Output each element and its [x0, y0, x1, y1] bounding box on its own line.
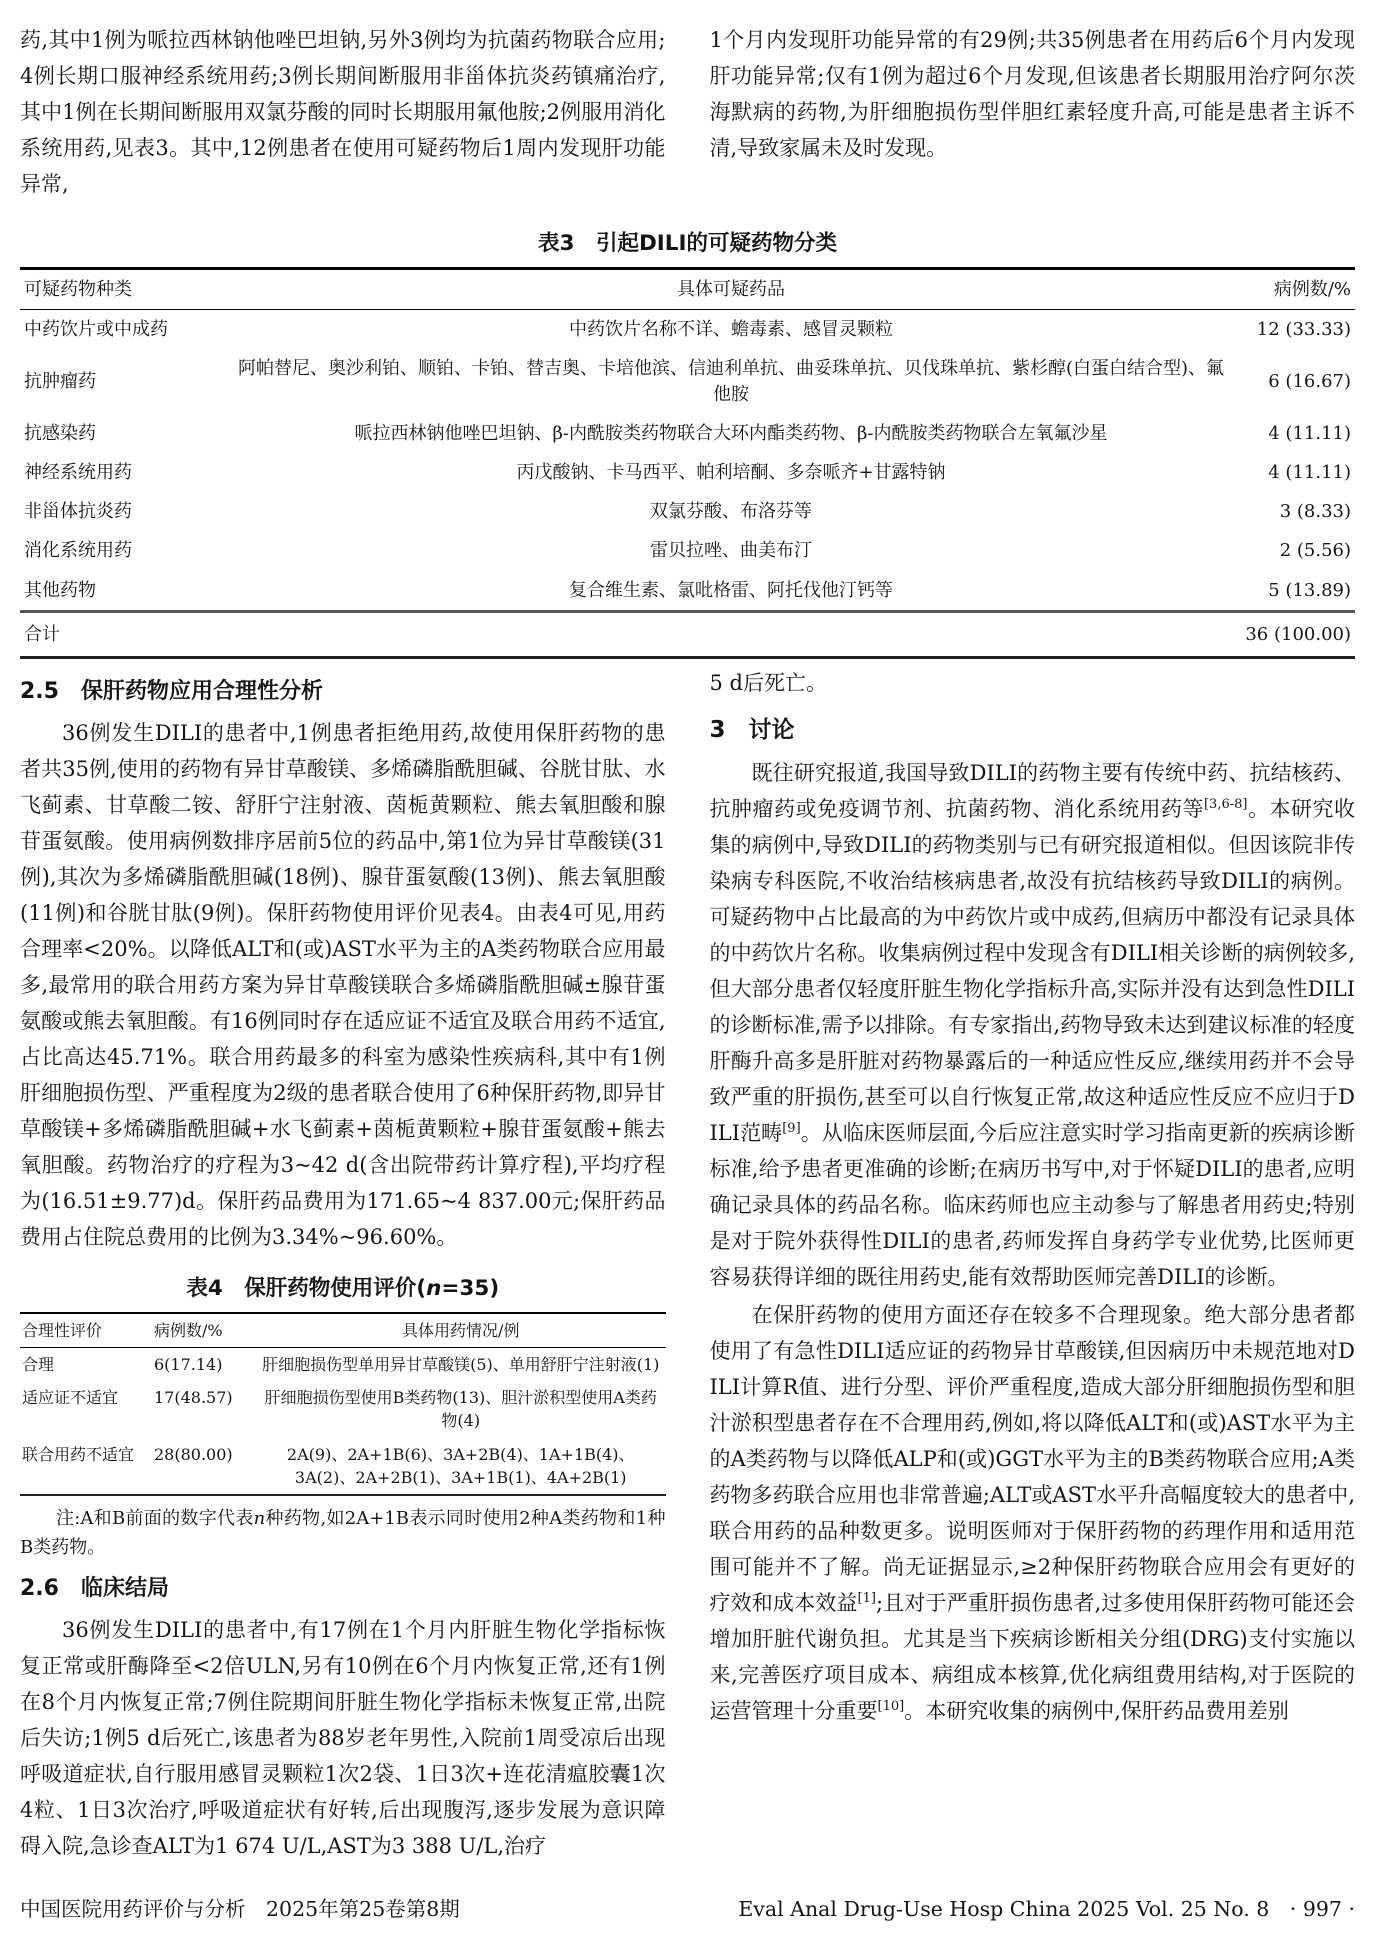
table-cell: 6(17.14) [154, 1355, 223, 1375]
discussion-paragraph-1: 既往研究报道,我国导致DILI的药物主要有传统中药、抗结核药、抗肿瘤药或免疫调节剂、抗菌药物、消化系统用药等[3,6-8]。本研究收集的病例中,导致DILI的药物类别与已有研究报道相似。但因该院非传染病专科医院,不收治结核病患者,故没有抗结核药导致DILI的病例。可疑药物中占比最高的为中药饮片或中成药,但病历中都没有记录具体的中药饮片名称。收集病例过程中发现含有DILI相关诊断的病例较多,但大部分患者仅轻度肝脏生物化学指标升高,实际并没有达到急性DILI的诊断标准,需予以排除。有专家指出,药物导致未达到建议标准的轻度肝酶升高多是肝脏对药物暴露后的一种适应性反应,继续用药并不会导致严重的肝损伤,甚至可以自行恢复正常,故这种适应性反应不应归于DILI范畴[9]。从临床医师层面,今后应注意实时学习指南更新的疾病诊断标准,给予患者更准确的诊断;在病历书写中,对于怀疑DILI的患者,应明确记录具体的药品名称。临床药师也应主动参与了解患者用药史;特别是对于院外获得性DILI的患者,药师发挥自身药学专业优势,比医师更容易获得详细的既往用药史,能有效帮助医师完善DILI的诊断。 [709, 760, 1356, 1289]
journal-name-cn: 中国医院用药评价与分析 2025年第25卷第8期 [20, 1897, 460, 1921]
left-column-top [20, 22, 666, 204]
table-row [20, 492, 1355, 531]
table-row [20, 349, 1355, 413]
table-cell: 合理 [22, 1355, 55, 1375]
table-cell: 肝细胞损伤型单用异甘草酸镁(5)、单用舒肝宁注射液(1) [262, 1355, 660, 1375]
left-column [20, 665, 666, 1866]
table-cell: 双氯芬酸、布洛芬等 [650, 501, 812, 523]
section-2-5-paragraph: 36例发生DILI的患者中,1例患者拒绝用药,故使用保肝药物的患者共35例,使用的药物有异甘草酸镁、多烯磷脂酰胆碱、谷胱甘肽、水飞蓟素、甘草酸二铵、舒肝宁注射液、茵栀黄颗粒、熊去氧胆酸和腺苷蛋氨酸。使用病例数排序居前5位的药品中,第1位为异甘草酸镁(31例),其次为多烯磷脂酰胆碱(18例)、腺苷蛋氨酸(13例)、熊去氧胆酸(11例)和谷胱甘肽(9例)。保肝药物使用评价见表4。由表4可见,用药合理率<20%。以降低ALT和(或)AST水平为主的A类药物联合应用最多,最常用的联合用药方案为异甘草酸镁联合多烯磷脂酰胆碱±腺苷蛋氨酸或熊去氧胆酸。有16例同时存在适应证不适宜及联合用药不适宜,占比高达45.71%。联合用药最多的科室为感染性疾病科,其中有1例肝细胞损伤型、严重程度为2级的患者联合使用了6种保肝药物,即异甘草酸镁+多烯磷脂酰胆碱+水飞蓟素+茵栀黄颗粒+腺苷蛋氨酸+熊去氧胆酸。药物治疗的疗程为3~42 d(含出院带药计算疗程),平均疗程为(16.51±9.77)d。保肝药品费用为171.65~4 837.00元;保肝药品费用占住院总费用的比例为3.34%~96.60%。 [20, 720, 666, 1249]
table-cell: 丙戊酸钠、卡马西平、帕利培酮、多奈哌齐+甘露特钠 [516, 461, 946, 483]
table3-header-drugs: 具体可疑药品 [233, 269, 1229, 310]
table4-header-count: 病例数/% [152, 1313, 256, 1348]
table-row [20, 1438, 666, 1495]
table-row [20, 453, 1355, 492]
table-cell: 适应证不适宜 [22, 1388, 119, 1408]
table4 [20, 1312, 666, 1496]
table-cell: 非甾体抗炎药 [24, 501, 132, 523]
table-cell: 肝细胞损伤型使用B类药物(13)、胆汁淤积型使用A类药物(4) [264, 1388, 657, 1431]
table-cell: 抗肿瘤药 [24, 370, 96, 392]
table3-header-row [20, 269, 1355, 310]
table-cell: 抗感染药 [24, 422, 96, 444]
page-footer [20, 1866, 1355, 1922]
discussion-paragraph-2: 在保肝药物的使用方面还存在较多不合理现象。绝大部分患者都使用了有急性DILI适应证的药物异甘草酸镁,但因病历中未规范地对DILI计算R值、进行分型、评价严重程度,造成大部分肝细胞损伤型和胆汁淤积型患者存在不合理用药,例如,将以降低ALT和(或)AST水平为主的A类药物与以降低ALP和(或)GGT水平为主的B类药物联合应用;A类药物多药联合应用也非常普遍;ALT或AST水平升高幅度较大的患者中,联合用药的品种数更多。说明医师对于保肝药物的药理作用和适用范围可能并不了解。尚无证据显示,≥2种保肝药物联合应用会有更好的疗效和成本效益[1];且对于严重肝损伤患者,过多使用保肝药物可能还会增加肝脏代谢负担。尤其是当下疾病诊断相关分组(DRG)支付实施以来,完善医疗项目成本、病组成本核算,优化病组费用结构,对于医院的运营管理十分重要[10]。本研究收集的病例中,保肝药品费用差别 [709, 1302, 1356, 1723]
table-cell: 中药饮片名称不详、蟾毒素、感冒灵颗粒 [569, 319, 893, 341]
table-row [20, 1348, 666, 1382]
section-3-heading: 3 讨论 [709, 716, 795, 743]
main-text-row [20, 665, 1355, 1866]
table4-title: 表4 保肝药物使用评价(n=35) [186, 1275, 500, 1301]
table-cell: 阿帕替尼、奥沙利铂、顺铂、卡铂、替吉奥、卡培他滨、信迪利单抗、曲妥珠单抗、贝伐珠单抗、紫杉醇(白蛋白结合型)、氟他胺 [237, 358, 1225, 405]
table3-title: 表3 引起DILI的可疑药物分类 [537, 231, 837, 256]
table-row [20, 531, 1355, 570]
table-cell: 哌拉西林钠他唑巴坦钠、β-内酰胺类药物联合大环内酯类药物、β-内酰胺类药物联合左氧氟沙星 [354, 422, 1108, 444]
table-cell: 中药饮片或中成药 [24, 319, 168, 341]
table-cell: 4 (11.11) [1268, 422, 1351, 444]
right-column [710, 665, 1356, 1866]
table3 [20, 267, 1355, 659]
table3-section [20, 210, 1355, 665]
table-cell: 6 (16.67) [1268, 370, 1351, 392]
table-cell [233, 611, 1229, 657]
table-cell: 17(48.57) [154, 1388, 233, 1408]
table4-note: 注:A和B前面的数字代表n种药物,如2A+1B表示同时使用2种A类药物和1种B类药物。 [20, 1508, 666, 1558]
table-row [20, 571, 1355, 612]
table-row [20, 310, 1355, 350]
section-2-5-heading: 2.5 保肝药物应用合理性分析 [20, 678, 323, 704]
table-cell: 消化系统用药 [24, 540, 132, 562]
table-cell: 联合用药不适宜 [22, 1444, 135, 1464]
section-2-6-heading: 2.6 临床结局 [20, 1576, 169, 1601]
section-2-6-paragraph: 36例发生DILI的患者中,有17例在1个月内肝脏生物化学指标恢复正常或肝酶降至<2倍ULN,另有10例在6个月内恢复正常,还有1例在8个月内恢复正常;7例住院期间肝脏生物化学指标未恢复正常,出院后失访;1例5 d后死亡,该患者为88岁老年男性,入院前1周受凉后出现呼吸道症状,自行服用感冒灵颗粒1次2袋、1日3次+连花清瘟胶囊1次4粒、1日3次治疗,呼吸道症状有好转,后出现腹泻,逐步发展为意识障碍入院,急诊查ALT为1 674 U/L,AST为3 388 U/L,治疗 [20, 1618, 666, 1858]
table-cell: 复合维生素、氯吡格雷、阿托伐他汀钙等 [569, 579, 893, 601]
table-cell: 3 (8.33) [1279, 501, 1351, 523]
table3-total-row [20, 611, 1355, 657]
table-cell: 其他药物 [24, 579, 96, 601]
table4-header-evaluation: 合理性评价 [20, 1313, 152, 1348]
table-cell: 36 (100.00) [1229, 611, 1355, 657]
journal-name-en-page: Eval Anal Drug-Use Hosp China 2025 Vol. 25 No. 8 · 997 · [738, 1897, 1355, 1921]
paragraph-left-top: 药,其中1例为哌拉西林钠他唑巴坦钠,另外3例均为抗菌药物联合应用;4例长期口服神经系统用药;3例长期间断服用非甾体抗炎药镇痛治疗,其中1例在长期间断服用双氯芬酸的同时长期服用氟他胺;2例服用消化系统用药,见表3。其中,12例患者在使用可疑药物后1周内发现肝功能异常, [20, 28, 666, 196]
paragraph-right-top: 1个月内发现肝功能异常的有29例;共35例患者在用药后6个月内发现肝功能异常;仅有1例为超过6个月发现,但该患者长期服用治疗阿尔茨海默病的药物,为肝细胞损伤型伴胆红素轻度升高,可能是患者主诉不清,导致家属未及时发现。 [709, 28, 1355, 160]
table3-header-category: 可疑药物种类 [20, 269, 233, 310]
top-text-row [20, 22, 1355, 204]
table-cell: 12 (33.33) [1256, 319, 1351, 341]
table-cell: 4 (11.11) [1268, 461, 1351, 483]
table3-header-count: 病例数/% [1229, 269, 1355, 310]
continuation-line: 5 d后死亡。 [709, 670, 827, 695]
table-cell: 合计 [20, 611, 233, 657]
table-row [20, 414, 1355, 453]
table-cell: 神经系统用药 [24, 461, 132, 483]
table-cell: 雷贝拉唑、曲美布汀 [650, 540, 812, 562]
table4-header-detail: 具体用药情况/例 [256, 1313, 666, 1348]
right-column-top [710, 22, 1356, 204]
table4-header-row [20, 1313, 666, 1348]
table-cell: 2A(9)、2A+1B(6)、3A+2B(4)、1A+1B(4)、3A(2)、2A+2B(1)、3A+1B(1)、4A+2B(1) [286, 1444, 635, 1487]
table-cell: 5 (13.89) [1268, 579, 1351, 601]
table-row [20, 1381, 666, 1437]
table-cell: 28(80.00) [154, 1444, 233, 1464]
table-cell: 2 (5.56) [1279, 540, 1351, 562]
